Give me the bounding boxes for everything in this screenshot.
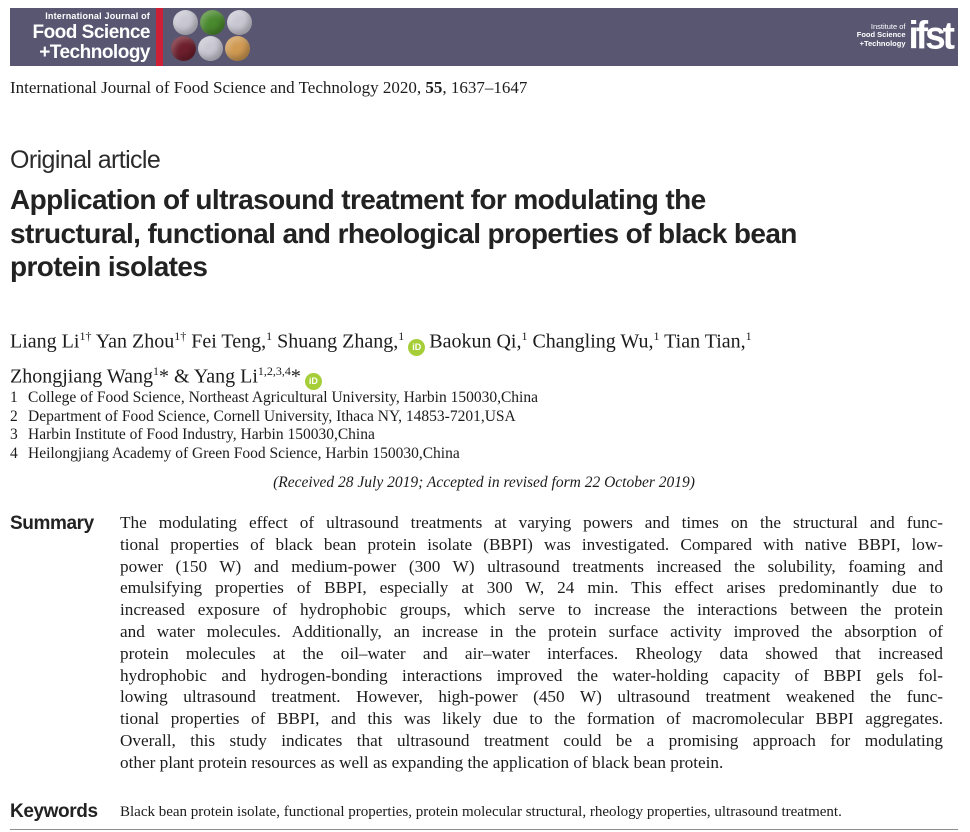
summary-line: other plant protein resources as well as expanding the application of black bean protein. — [120, 752, 724, 772]
summary-line: tional properties of BBPI, and this was likely due to the formation of macromolecular BBPI aggregates. — [120, 709, 943, 729]
journal-logo-line3: +Technology — [39, 42, 150, 63]
article-type-label: Original article — [10, 146, 161, 174]
affiliation-row — [10, 445, 538, 464]
article-title — [10, 183, 955, 284]
author-line: Zhongjiang Wang$^1$* & Yang Li$^{1,2,3,4}$* iD — [10, 357, 955, 392]
ifst-logo-text — [857, 23, 906, 49]
affiliation-text: Heilongjiang Academy of Green Food Science, Harbin 150030,China — [28, 444, 460, 462]
author-affiliation-superscript: 1 — [266, 329, 273, 343]
beverage-circle — [225, 36, 250, 61]
summary-line: protein molecules at the oil–water and air–water interfaces. Rheology data showed that increased — [120, 643, 943, 663]
journal-logo — [18, 12, 150, 62]
author-affiliation-superscript: 1 — [521, 329, 528, 343]
title-line: structural, functional and rheological properties of black bean — [10, 217, 797, 249]
received-dates: (Received 28 July 2019; Accepted in revised form 22 October 2019) — [273, 474, 695, 491]
affiliation-row — [10, 408, 538, 427]
berries-circle — [227, 10, 252, 35]
author-list — [10, 322, 955, 391]
summary-line: tional properties of black bean protein isolate (BBPI) was investigated. Compared with native BBPI, low- — [120, 534, 943, 554]
citation-volume: 55 — [425, 78, 443, 97]
author-affiliation-superscript: 1 — [653, 329, 660, 343]
affiliation-list — [10, 389, 538, 463]
affiliation-text: Harbin Institute of Food Industry, Harbin 150030,China — [28, 426, 375, 443]
ifst-logo — [856, 13, 952, 58]
journal-logo-line1: International Journal of — [45, 11, 150, 21]
journal-citation — [10, 78, 527, 98]
ifst-line2: Food Science — [856, 30, 906, 40]
affiliation-row — [10, 426, 538, 445]
author-affiliation-superscript: 1† — [174, 329, 187, 343]
journal-logo-line2: Food Science — [32, 22, 150, 43]
summary-text — [120, 512, 943, 774]
summary-line: emulsifying properties of BBPI, especially at 300 W, 24 min. This effect arises predominantly due to — [120, 578, 943, 598]
summary-line: Overall, this study indicates that ultrasound treatment could be a promising approach for modulating — [120, 730, 943, 750]
author-affiliation-superscript: 1† — [79, 329, 92, 343]
seeds-circle — [198, 36, 223, 61]
affiliation-text: Department of Food Science, Cornell University, Ithaca NY, 14853-7201,USA — [28, 407, 516, 425]
author-affiliation-superscript: 1 — [153, 363, 159, 378]
affiliation-number: 2 — [10, 407, 18, 425]
affiliation-row — [10, 389, 538, 408]
citation-pages: , 1637–1647 — [442, 78, 528, 97]
summary-line: lowing ultrasound treatment. However, high-power (450 W) ultrasound treatment weakened the func- — [120, 687, 943, 707]
author-affiliation-superscript: 1,2,3,4 — [257, 363, 291, 378]
wheat-circle — [173, 10, 198, 35]
orcid-icon[interactable]: iD — [305, 373, 322, 390]
ifst-wordmark: ifst — [908, 13, 952, 58]
summary-line: power (150 W) and medium-power (300 W) ultrasound treatments increased the solubility, foaming and — [120, 556, 943, 576]
bottom-divider — [10, 829, 958, 830]
food-photo-circles — [173, 10, 263, 64]
affiliation-text: College of Food Science, Northeast Agricultural University, Harbin 150030,China — [28, 389, 538, 406]
title-line: protein isolates — [10, 251, 208, 282]
affiliation-number: 4 — [10, 444, 18, 462]
summary-line: increased exposure of hydrophobic groups, which serve to increase the interactions between the protein — [120, 600, 943, 620]
author-affiliation-superscript: 1 — [398, 329, 405, 343]
meat-circle — [171, 36, 196, 61]
keywords-label: Keywords — [10, 801, 98, 822]
summary-line: and water molecules. Additionally, an increase in the protein surface activity improved the absorption of — [120, 621, 943, 641]
ifst-line3: +Technology — [859, 38, 906, 48]
author-line: Liang $Li^{1\dagger}$ Yan Zhou$^{1\dagger}$ Fei Teng,$^1$ Shuang Zhang,$^1$iD Baokun Qi,$^1$ Changling Wu,$^1$ Tian Tian,$^1$ — [10, 322, 955, 357]
affiliation-number: 1 — [10, 389, 18, 406]
summary-line: hydrophobic and hydrogen-bonding interactions improved the water-holding capacity of BBPI gels fol- — [120, 665, 943, 685]
journal-banner — [10, 8, 958, 66]
title-line: Application of ultrasound treatment for modulating the — [10, 184, 706, 215]
keywords-text: Black bean protein isolate, functional properties, protein molecular structural, rheology properties, ultrasound treatment. — [120, 804, 842, 820]
ifst-line1: Institute of — [870, 21, 906, 31]
citation-prefix: International Journal of Food Science and Technology 2020, — [10, 78, 426, 97]
summary-label: Summary — [10, 513, 94, 534]
affiliation-number: 3 — [10, 426, 18, 443]
author-affiliation-superscript: 1 — [745, 329, 752, 343]
greens-circle — [200, 10, 225, 35]
banner-red-stripe — [156, 8, 163, 66]
orcid-icon[interactable]: iD — [408, 339, 425, 356]
summary-line: The modulating effect of ultrasound treatments at varying powers and times on the structural and func- — [120, 513, 943, 532]
